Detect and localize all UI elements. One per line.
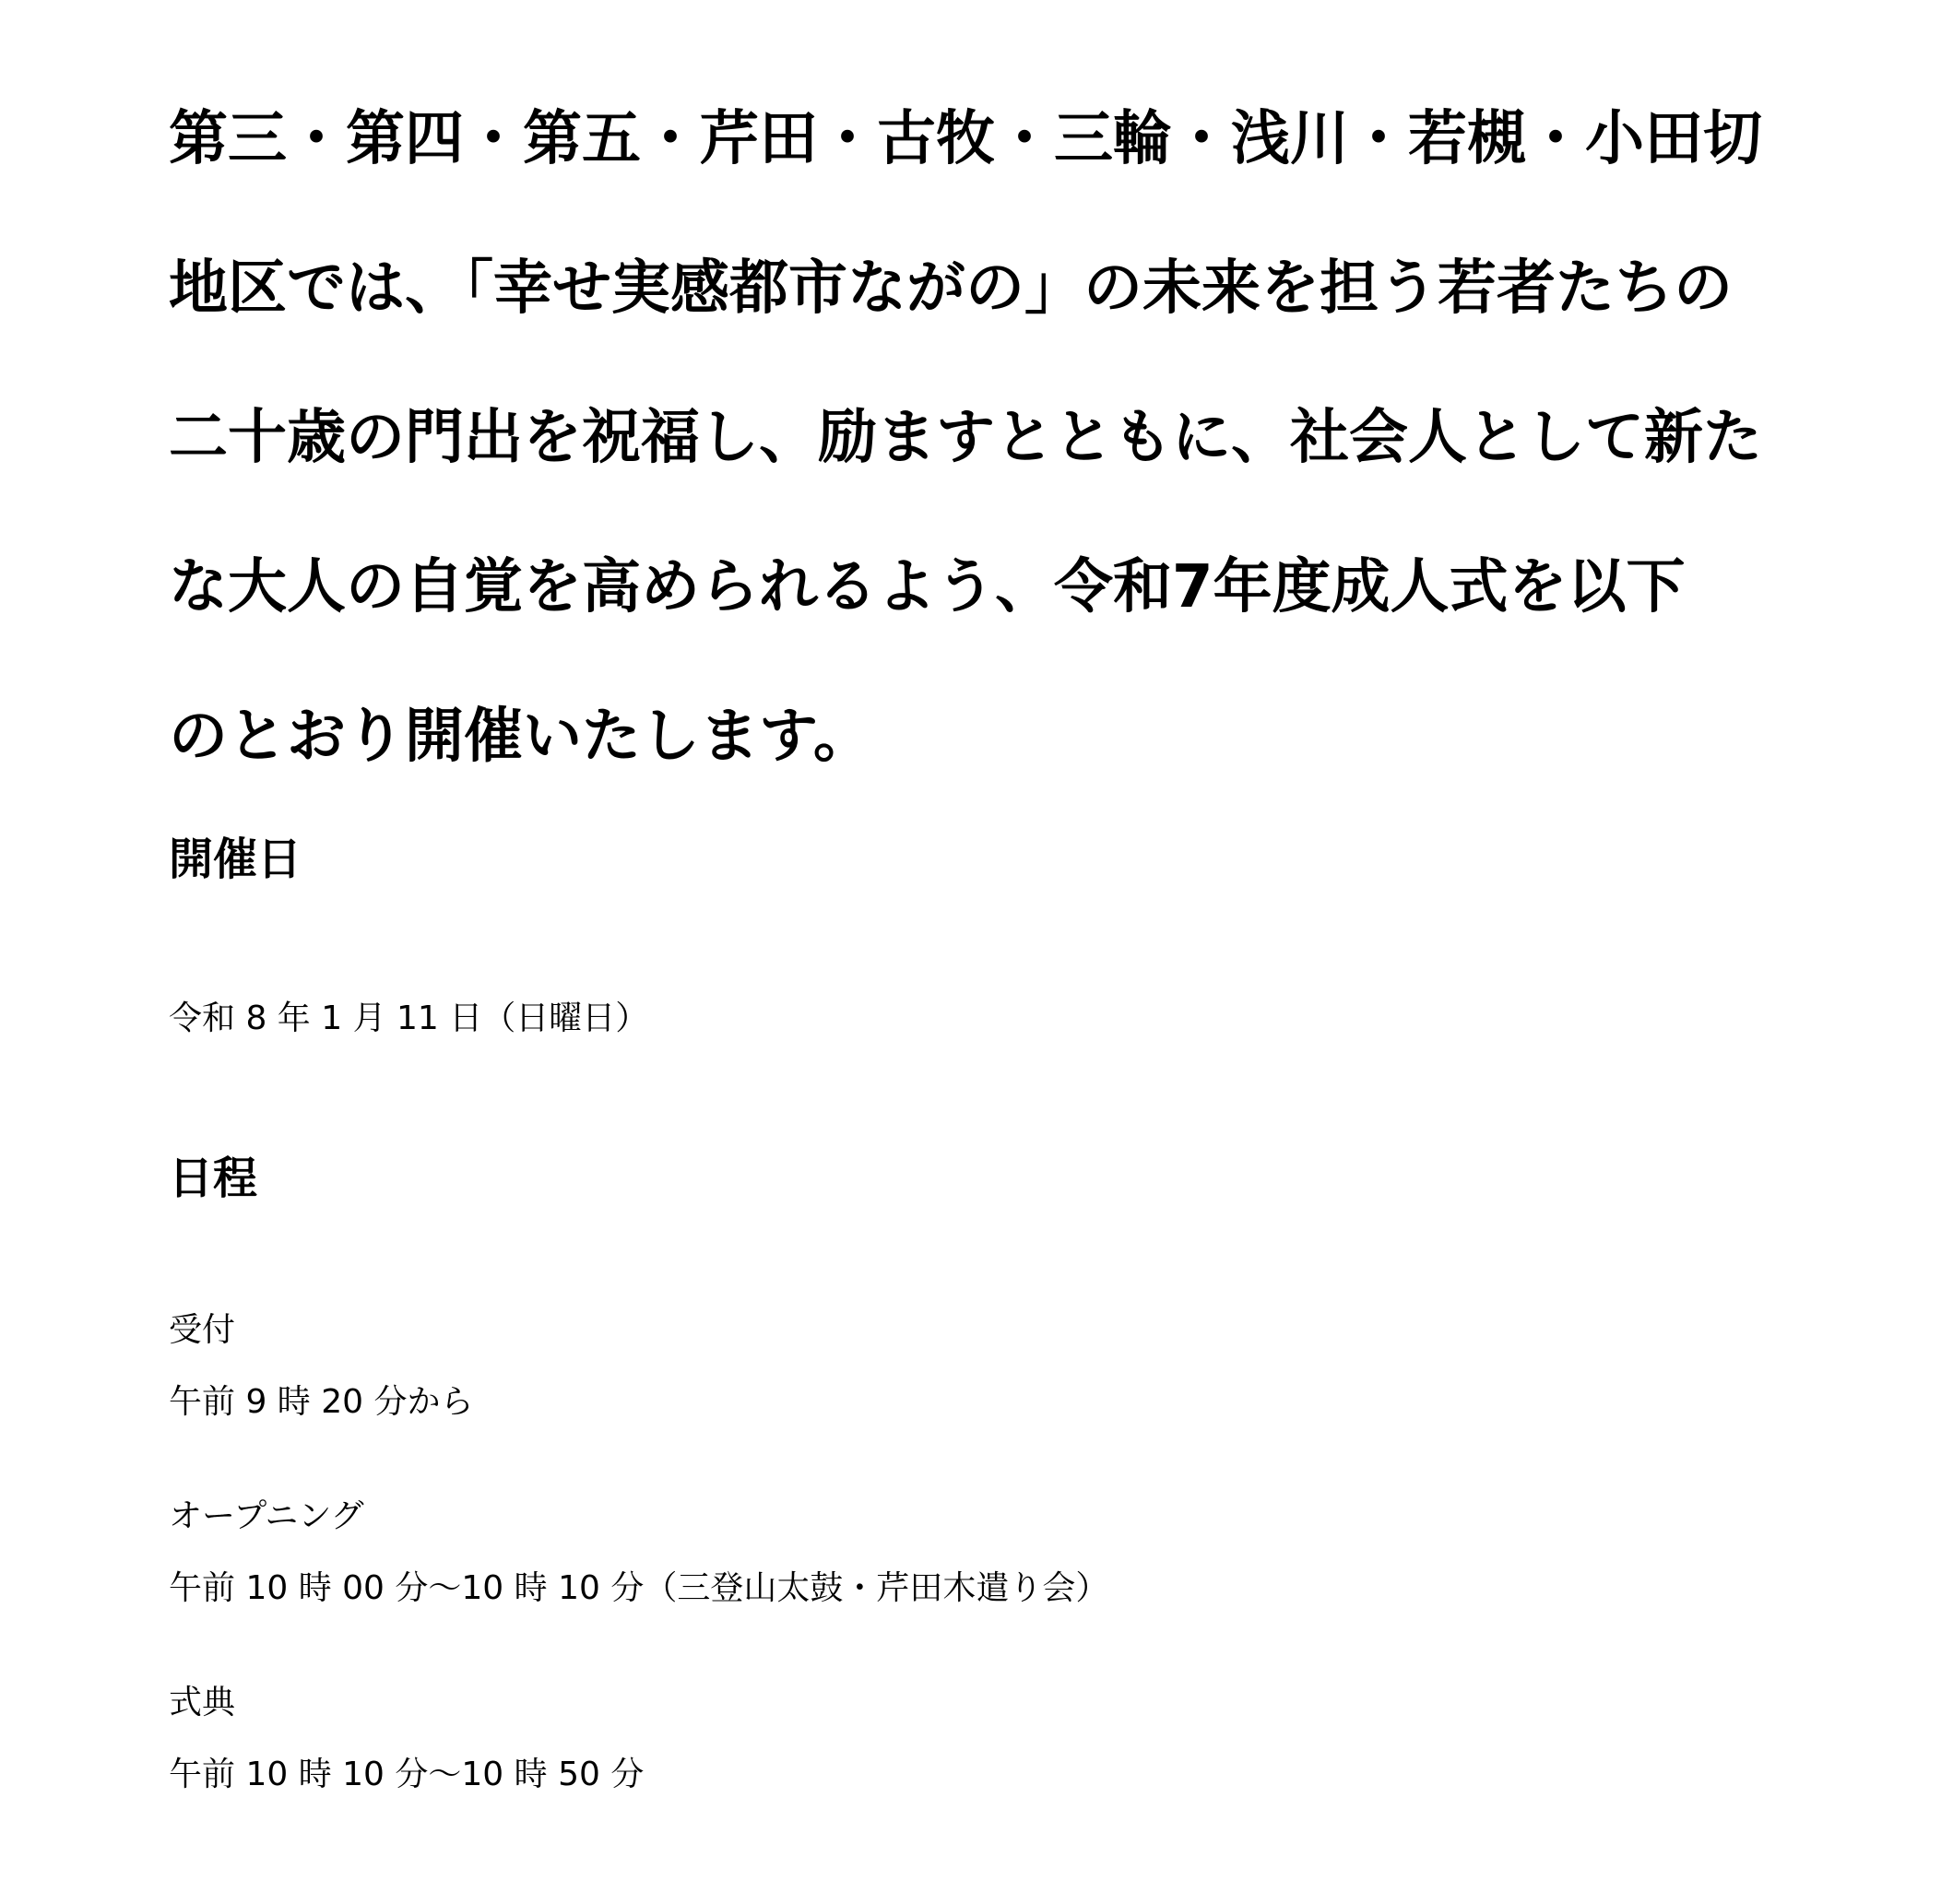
schedule-item-time: 午前 10 時 10 分～10 時 50 分 [169, 1756, 645, 1793]
intro-line: 第三・第四・第五・芹田・古牧・三輪・浅川・若槻・小田切 [169, 105, 1762, 173]
intro-line: のとおり開催いたします。 [169, 703, 872, 771]
schedule-item-label: オープニング [169, 1497, 364, 1535]
schedule-item-label: 式典 [169, 1684, 236, 1721]
intro-paragraph [169, 65, 1829, 811]
schedule-item-time: 午前 9 時 20 分から [169, 1383, 474, 1421]
intro-line: な大人の自覚を高められるよう、令和7年度成人式を以下 [169, 553, 1686, 621]
schedule-item-label: 受付 [169, 1311, 236, 1349]
date-heading: 開催日 [169, 834, 302, 885]
schedule-heading: 日程 [169, 1153, 258, 1204]
intro-line: 地区では、「幸せ実感都市ながの」の未来を担う若者たちの [169, 254, 1733, 323]
schedule-item-time: 午前 10 時 00 分～10 時 10 分（三登山太鼓・芹田木遣り会） [169, 1569, 1109, 1607]
event-date: 令和 8 年 1 月 11 日（日曜日） [169, 999, 649, 1037]
intro-line: 二十歳の門出を祝福し、励ますとともに、社会人として新た [169, 404, 1762, 472]
